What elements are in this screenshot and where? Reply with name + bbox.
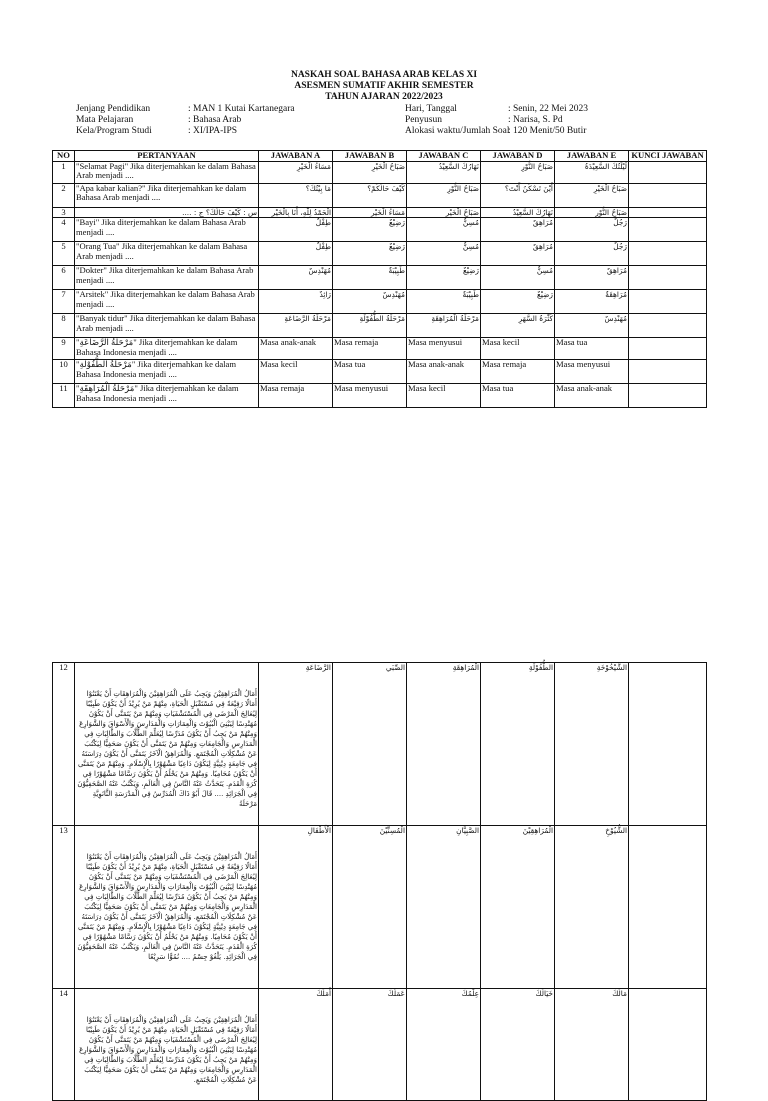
row-key bbox=[629, 207, 707, 218]
row-answer-a: الْحَمْدُ لِلّٰهِ، أَنَا بِالْخَيْرِ bbox=[259, 207, 333, 218]
row-passage bbox=[75, 663, 259, 826]
row-no: 10 bbox=[53, 360, 75, 384]
row-answer-d: Masa tua bbox=[481, 384, 555, 408]
row-question: "Dokter" Jika diterjemahkan ke dalam Bahasa Arab menjadi .... bbox=[75, 266, 259, 290]
info-label-alokasi: Alokasi waktu/Jumlah Soal bbox=[405, 126, 510, 136]
row-answer-c: صَبَاحُ الْخَيْرِ bbox=[407, 207, 481, 218]
row-passage bbox=[75, 826, 259, 989]
table-row bbox=[53, 242, 707, 266]
row-question: "Banyak tidur" Jika diterjemahkan ke dalam Bahasa Arab menjadi .... bbox=[75, 314, 259, 338]
row-answer-d: مُرَاهِقٌ bbox=[481, 218, 555, 242]
row-key bbox=[629, 384, 707, 408]
row-no: 14 bbox=[53, 989, 75, 1101]
row-question: "Apa kabar kalian?" Jika diterjemahkan ke dalam Bahasa Arab menjadi .... bbox=[75, 183, 259, 207]
row-answer-a: Masa kecil bbox=[259, 360, 333, 384]
row-answer-e: الشَّيْخُوْخَةِ bbox=[555, 663, 629, 826]
passage-text: أَمَالُ الْمُرَاهِقِيْنَ وَيَجِبُ عَلَى الْمُرَاهِقِيْنَ وَالْمُرَاهِقَاتِ أَنْ يَعْتَنُوْا أَمَالًا رَفِيْعَةً فِي مُسْتَقْبَلٍ الْحَيَاةِ، مِنْهُمْ مَنْ يُرِيْدُ أَنْ يَكُوْنَ طَبِيْبًا لِيُعَالِجَ الْمَرْضَى فِي الْمُسْتَشْفَيَاتِ وَمِنْهُمْ مَنْ يَتَمَنَّى أَنْ يَكُوْنَ مُهَنْدِسًا لِيَبْنِيَ الْبُيُوْتَ وَالْعِمَارَاتِ وَالْمَدَارِسَ وَالْأَسْوَاقَ وَالشَّوَارِعَ وَمِنْهُمْ مَنْ يَجِبُ أَنْ يَكُوْنَ مُدَرِّسًا لِيُعَلِّمَ الطُّلَّابَ وَالطَّالِبَاتِ فِي الْمَدَارِسِ وَالْجَامِعَاتِ وَمِنْهُمْ مَنْ يَتَمَنَّى أَنْ يَكُوْنَ صَحَفِيًّا لِيَكْتُبَ عَنْ مُشْكِلَاتِ الْمُجْتَمَعِ. bbox=[79, 1016, 257, 1084]
row-passage bbox=[75, 989, 259, 1101]
row-no: 2 bbox=[53, 183, 75, 207]
row-no: 13 bbox=[53, 826, 75, 989]
row-answer-a: مَسَاءُ الْخَيْرِ bbox=[259, 161, 333, 183]
table-row bbox=[53, 338, 707, 360]
info-value-alokasi: : 120 Menit/50 Butir bbox=[508, 126, 587, 136]
row-answer-e: صَبَاحُ النُّوْرِ bbox=[555, 207, 629, 218]
info-label-kelas: Kela/Program Studi bbox=[76, 126, 152, 136]
info-value-kelas: : XI/IPA-IPS bbox=[188, 126, 238, 136]
row-answer-c: Masa kecil bbox=[407, 384, 481, 408]
info-label-jenjang: Jenjang Pendidikan bbox=[76, 104, 151, 114]
row-no: 11 bbox=[53, 384, 75, 408]
row-answer-a: مَرْحَلَةُ الرَّضَاعَةِ bbox=[259, 314, 333, 338]
row-answer-e: صَبَاحُ الْخَيْرِ bbox=[555, 183, 629, 207]
row-key bbox=[629, 242, 707, 266]
row-answer-b: مَسَاءُ الْخَيْرِ bbox=[333, 207, 407, 218]
header-jawaban-e: JAWABAN E bbox=[555, 151, 629, 162]
row-answer-e: لَيْلَتُكَ السَّعِيْدَةُ bbox=[555, 161, 629, 183]
row-answer-b: عَمَلُكَ bbox=[333, 989, 407, 1101]
row-answer-b: الصِّبَي bbox=[333, 663, 407, 826]
table-row bbox=[53, 207, 707, 218]
row-question: "Arsitek" Jika diterjemahkan ke dalam Bahasa Arab menjadi .... bbox=[75, 290, 259, 314]
row-answer-c: نَهَارُكَ السَّعِيْدُ bbox=[407, 161, 481, 183]
table-row bbox=[53, 183, 707, 207]
row-answer-a: طِفْلٌ bbox=[259, 218, 333, 242]
table-row bbox=[53, 360, 707, 384]
row-key bbox=[629, 314, 707, 338]
row-answer-b: رَضِيْعٌ bbox=[333, 242, 407, 266]
row-answer-c: رَضِيْعٌ bbox=[407, 266, 481, 290]
row-answer-e: رَجُلٌ bbox=[555, 242, 629, 266]
row-answer-d: مُرَاهِقٌ bbox=[481, 242, 555, 266]
info-value-mapel: : Bahasa Arab bbox=[188, 115, 242, 125]
info-label-hari: Hari, Tanggal bbox=[405, 104, 457, 114]
table-row bbox=[53, 266, 707, 290]
row-question: "مَرْحَلَةُ الطُّفُوْلَةِ" Jika diterjemahkan ke dalam Bahasa Indonesia menjadi .... bbox=[75, 360, 259, 384]
row-answer-c: Masa anak-anak bbox=[407, 360, 481, 384]
table-row bbox=[53, 218, 707, 242]
passage-text: أَمَالُ الْمُرَاهِقِيْنَ وَيَجِبُ عَلَى الْمُرَاهِقِيْنَ وَالْمُرَاهِقَاتِ أَنْ يَعْتَنُوْا أَمَالًا رَفِيْعَةً فِي مُسْتَقْبَلٍ الْحَيَاةِ، مِنْهُمْ مَنْ يُرِيْدُ أَنْ يَكُوْنَ طَبِيْبًا لِيُعَالِجَ الْمَرْضَى فِي الْمُسْتَشْفَيَاتِ وَمِنْهُمْ مَنْ يَتَمَنَّى أَنْ يَكُوْنَ مُهَنْدِسًا لِيَبْنِيَ الْبُيُوْتَ وَالْعِمَارَاتِ وَالْمَدَارِسَ وَالْأَسْوَاقَ وَالشَّوَارِعَ وَمِنْهُمْ مَنْ يَجِبُ أَنْ يَكُوْنَ مُدَرِّسًا لِيُعَلِّمَ الطُّلَّابَ وَالطَّالِبَاتِ فِي الْمَدَارِسِ وَالْجَامِعَاتِ وَمِنْهُمْ مَنْ يَتَمَنَّى أَنْ يَكُوْنَ صَحَفِيًّا لِيَكْتُبَ عَنْ مُشْكِلَاتِ الْمُجْتَمَعِ. وَالْمُرَاهِقُ الْآخَرُ يَتَمَنَّى أَنْ يَكُوْنَ دِرَاسَتَهُ فِي جَامِعَةٍ دِيْنِيَّةٍ لِيَكُوْنَ دَاعِيًا مَشْهُوْرًا بِالْإِسْلَامِ. وَمِنْهُمْ مَنْ يَتَمَنَّى أَنْ يَكُوْنَ مُحَامِيًا. وَمِنْهُمْ مَنْ يَحْلُمُ أَنْ يَكُوْنَ رَسَّامًا مَشْهُوْرًا فِي كُرَةِ الْقَدَمِ. يَتَحَدَّثُ عَنْهُ النَّاسُ فِي الْعَالَمِ، وَيَكْتُبُ عَنْهُ الصَّحَفِيُّوْنَ فِي الْجَرَائِدِ .... قَالَ أَبُوْ ذَاكَ الْمُدَرِّسُ فِي الْمَدْرَسَةِ الثَّانَوِيَّةِ مَرْحَلَةُ bbox=[77, 690, 257, 808]
row-answer-b: مُهَنْدِسٌ bbox=[333, 290, 407, 314]
row-answer-d: الْمُرَاهِقِيْنَ bbox=[481, 826, 555, 989]
header-jawaban-d: JAWABAN D bbox=[481, 151, 555, 162]
row-answer-c: مُسِنٌّ bbox=[407, 218, 481, 242]
row-answer-b: Masa remaja bbox=[333, 338, 407, 360]
question-table bbox=[52, 150, 707, 408]
table-row bbox=[53, 290, 707, 314]
row-answer-e: Masa menyusui bbox=[555, 360, 629, 384]
row-question: "مَرْحَلَةُ الْمُرَاهِقَةِ" Jika diterjemahkan ke dalam Bahasa Indonesia menjadi .... bbox=[75, 384, 259, 408]
table-row bbox=[53, 161, 707, 183]
info-value-jenjang: : MAN 1 Kutai Kartanegara bbox=[188, 104, 295, 114]
row-no: 12 bbox=[53, 663, 75, 826]
row-key bbox=[629, 161, 707, 183]
row-answer-b: مَرْحَلَةُ الطُّفُوْلَةِ bbox=[333, 314, 407, 338]
row-answer-d: رَضِيْعٌ bbox=[481, 290, 555, 314]
row-key bbox=[629, 663, 707, 826]
row-answer-e: رَجُلٌ bbox=[555, 218, 629, 242]
row-question: "Selamat Pagi" Jika diterjemahkan ke dalam Bahasa Arab menjadi .... bbox=[75, 161, 259, 183]
header-jawaban-b: JAWABAN B bbox=[333, 151, 407, 162]
row-answer-d: كَثْرَةُ السَّهَرِ bbox=[481, 314, 555, 338]
row-answer-d: نَهَارُكَ السَّعِيْدُ bbox=[481, 207, 555, 218]
row-answer-c: Masa menyusui bbox=[407, 338, 481, 360]
info-value-hari: : Senin, 22 Mei 2023 bbox=[508, 104, 588, 114]
row-answer-b: Masa menyusui bbox=[333, 384, 407, 408]
header-jawaban-c: JAWABAN C bbox=[407, 151, 481, 162]
row-key bbox=[629, 266, 707, 290]
row-no: 6 bbox=[53, 266, 75, 290]
row-key bbox=[629, 338, 707, 360]
row-question: "مَرْحَلَةُ الرَّضَاعَةِ" Jika diterjemahkan ke dalam Bahasa Indonesia menjadi .... bbox=[75, 338, 259, 360]
row-answer-c: صَبَاحُ النُّوْرِ bbox=[407, 183, 481, 207]
table-header-row bbox=[53, 151, 707, 162]
row-no: 8 bbox=[53, 314, 75, 338]
row-answer-b: صَبَاحُ الْخَيْرِ bbox=[333, 161, 407, 183]
row-answer-e: مُرَاهِقَةٌ bbox=[555, 290, 629, 314]
row-no: 1 bbox=[53, 161, 75, 183]
row-answer-a: مَا بِيْتُكَ؟ bbox=[259, 183, 333, 207]
row-answer-e: الشُّيُوْخِ bbox=[555, 826, 629, 989]
table-row bbox=[53, 989, 707, 1101]
row-question: س : كَيْفَ حَالُكَ؟ ج : .... bbox=[75, 207, 259, 218]
row-answer-c: مَرْحَلَةُ الْمُرَاهِقَةِ bbox=[407, 314, 481, 338]
row-answer-d: Masa remaja bbox=[481, 360, 555, 384]
row-no: 7 bbox=[53, 290, 75, 314]
table-row bbox=[53, 826, 707, 989]
table-row bbox=[53, 314, 707, 338]
row-answer-e: Masa anak-anak bbox=[555, 384, 629, 408]
row-key bbox=[629, 290, 707, 314]
table-row bbox=[53, 663, 707, 826]
info-label-mapel: Mata Pelajaran bbox=[76, 115, 134, 125]
row-key bbox=[629, 218, 707, 242]
row-answer-a: طِفْلٌ bbox=[259, 242, 333, 266]
row-answer-e: مَالُكَ bbox=[555, 989, 629, 1101]
header-kunci: KUNCI JAWABAN bbox=[629, 151, 707, 162]
row-answer-c: مُسِنٌّ bbox=[407, 242, 481, 266]
row-answer-a: الرَّضَاعَةِ bbox=[259, 663, 333, 826]
row-question: "Orang Tua" Jika diterjemahkan ke dalam Bahasa Arab menjadi .... bbox=[75, 242, 259, 266]
info-value-penyusun: : Narisa, S. Pd bbox=[508, 115, 563, 125]
row-no: 4 bbox=[53, 218, 75, 242]
row-key bbox=[629, 989, 707, 1101]
row-no: 9 bbox=[53, 338, 75, 360]
passage-question-table bbox=[52, 662, 707, 1101]
row-answer-e: مُرَاهِقٌ bbox=[555, 266, 629, 290]
header-pertanyaan: PERTANYAAN bbox=[75, 151, 259, 162]
row-answer-d: خَيَالُكَ bbox=[481, 989, 555, 1101]
row-answer-a: الْأَطْفَالِ bbox=[259, 826, 333, 989]
row-no: 5 bbox=[53, 242, 75, 266]
row-key bbox=[629, 360, 707, 384]
info-label-penyusun: Penyusun bbox=[405, 115, 442, 125]
row-answer-d: Masa kecil bbox=[481, 338, 555, 360]
row-question: "Bayi" Jika diterjemahkan ke dalam Bahasa Arab menjadi .... bbox=[75, 218, 259, 242]
row-answer-b: كَيْفَ حَالُكُمْ؟ bbox=[333, 183, 407, 207]
row-answer-a: رَائِدٌ bbox=[259, 290, 333, 314]
row-answer-a: أَمَلُكَ bbox=[259, 989, 333, 1101]
row-answer-a: Masa anak-anak bbox=[259, 338, 333, 360]
row-answer-e: مُهَنْدِسٌ bbox=[555, 314, 629, 338]
row-answer-c: الْمُرَاهِقَةِ bbox=[407, 663, 481, 826]
row-no: 3 bbox=[53, 207, 75, 218]
passage-text: أَمَالُ الْمُرَاهِقِيْنَ وَيَجِبُ عَلَى الْمُرَاهِقِيْنَ وَالْمُرَاهِقَاتِ أَنْ يَعْتَنُوْا أَمَالًا رَفِيْعَةً فِي مُسْتَقْبَلٍ الْحَيَاةِ، مِنْهُمْ مَنْ يُرِيْدُ أَنْ يَكُوْنَ طَبِيْبًا لِيُعَالِجَ الْمَرْضَى فِي الْمُسْتَشْفَيَاتِ وَمِنْهُمْ مَنْ يَتَمَنَّى أَنْ يَكُوْنَ مُهَنْدِسًا لِيَبْنِيَ الْبُيُوْتَ وَالْعِمَارَاتِ وَالْمَدَارِسَ وَالْأَسْوَاقَ وَالشَّوَارِعَ وَمِنْهُمْ مَنْ يَجِبُ أَنْ يَكُوْنَ مُدَرِّسًا لِيُعَلِّمَ الطُّلَّابَ وَالطَّالِبَاتِ فِي الْمَدَارِسِ وَالْجَامِعَاتِ وَمِنْهُمْ مَنْ يَتَمَنَّى أَنْ يَكُوْنَ صَحَفِيًّا لِيَكْتُبَ عَنْ مُشْكِلَاتِ الْمُجْتَمَعِ. وَالْمُرَاهِقُ الْآخَرُ يَتَمَنَّى أَنْ يَكُوْنَ دِرَاسَتَهُ فِي جَامِعَةٍ دِيْنِيَّةٍ لِيَكُوْنَ دَاعِيًا مَشْهُوْرًا بِالْإِسْلَامِ. وَمِنْهُمْ مَنْ يَتَمَنَّى أَنْ يَكُوْنَ مُحَامِيًا. وَمِنْهُمْ مَنْ يَحْلُمُ أَنْ يَكُوْنَ رَسَّامًا مَشْهُوْرًا فِي كُرَةِ الْقَدَمِ. يَتَحَدَّثُ عَنْهُ النَّاسُ فِي الْعَالَمِ، وَيَكْتُبُ عَنْهُ الصَّحَفِيُّوْنَ فِي الْجَرَائِدِ. يَلْغُوْ جِسْمُ .... نُمُوًّا سَرِيْعًا bbox=[77, 853, 257, 961]
doc-title: NASKAH SOAL BAHASA ARAB KELAS XI bbox=[290, 70, 478, 80]
table-row bbox=[53, 384, 707, 408]
row-answer-d: مُسِنٌّ bbox=[481, 266, 555, 290]
doc-subtitle: ASESMEN SUMATIF AKHIR SEMESTER bbox=[294, 81, 474, 91]
row-answer-c: طَبِيْبَةٌ bbox=[407, 290, 481, 314]
row-key bbox=[629, 826, 707, 989]
header-no: NO bbox=[53, 151, 75, 162]
row-answer-b: رَضِيْعٌ bbox=[333, 218, 407, 242]
row-answer-b: Masa tua bbox=[333, 360, 407, 384]
row-answer-a: مُهَنْدِسٌ bbox=[259, 266, 333, 290]
header-jawaban-a: JAWABAN A bbox=[259, 151, 333, 162]
row-answer-c: الصَّبِيَّانِ bbox=[407, 826, 481, 989]
row-answer-d: صَبَاحُ النُّوْرِ bbox=[481, 161, 555, 183]
row-answer-b: طَبِيْبَةٌ bbox=[333, 266, 407, 290]
row-key bbox=[629, 183, 707, 207]
row-answer-b: الْمُسِنِّيْنَ bbox=[333, 826, 407, 989]
row-answer-d: الطُّفُوْلَةِ bbox=[481, 663, 555, 826]
row-answer-c: عِلْمُكَ bbox=[407, 989, 481, 1101]
row-answer-d: أَيْنَ تَسْكُنُ أَنْتَ؟ bbox=[481, 183, 555, 207]
row-answer-e: Masa tua bbox=[555, 338, 629, 360]
doc-year: TAHUN AJARAN 2022/2023 bbox=[325, 92, 443, 102]
row-answer-a: Masa remaja bbox=[259, 384, 333, 408]
